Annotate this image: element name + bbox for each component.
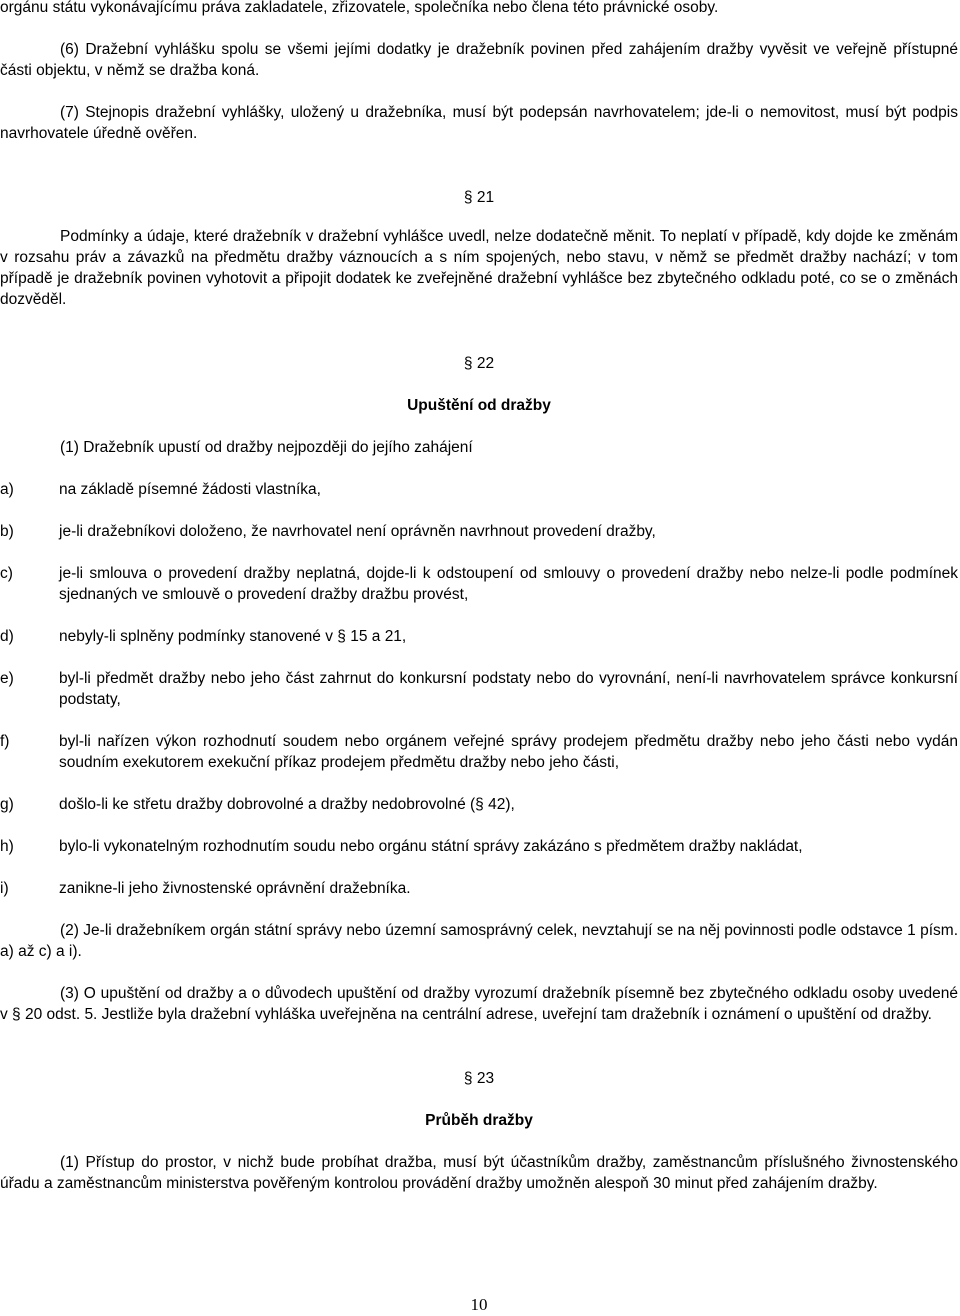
list-item-e	[0, 668, 958, 710]
list-item-f	[0, 731, 958, 773]
list-marker: b)	[0, 523, 14, 540]
list-marker: c)	[0, 565, 13, 582]
section-23-paragraph-1: (1) Přístup do prostor, v nichž bude probíhat dražba, musí být účastníkům dražby, zaměstnancům příslušného živnostenského úřadu a zaměstnancům ministerstva pověřeným kontrolou provádění dražby umožněn alespoň 30 minut před zahájením dražby.	[0, 1154, 958, 1192]
list-marker: e)	[0, 670, 14, 687]
list-item-text: zanikne-li jeho živnostenské oprávnění dražebníka.	[59, 880, 411, 897]
list-item-g	[0, 794, 958, 815]
section-22-number: § 22	[463, 355, 495, 372]
page-number: 10	[470, 1295, 488, 1314]
paragraph-7: (7) Stejnopis dražební vyhlášky, uložený u dražebníka, musí být podepsán navrhovatelem; jde-li o nemovitost, musí být podpis navrhovatele úředně ověřen.	[0, 104, 958, 142]
section-23-number: § 23	[463, 1070, 495, 1087]
list-marker: h)	[0, 838, 14, 855]
section-22-title: Upuštění od dražby	[407, 397, 551, 414]
section-21-number: § 21	[463, 189, 495, 206]
section-21-text: Podmínky a údaje, které dražebník v dražební vyhlášce uvedl, nelze dodatečně měnit. To neplatí v případě, kdy dojde ke změnám v rozsahu práv a závazků na předmětu dražby váznoucích a s ním spojených, nebo stavu, v němž se předmět dražby nachází; v tom případě je dražebník povinen vyhotovit a připojit dodatek ke zveřejněné dražební vyhlášce bez zbytečného odkladu poté, co se o změnách dozvěděl.	[0, 228, 958, 308]
list-item-text: je-li smlouva o provedení dražby neplatná, dojde-li k odstoupení od smlouvy o provedení dražby nebo nelze-li podle podmínek sjednaných ve smlouvě o provedení dražby dražbu provést,	[59, 565, 958, 603]
list-item-i	[0, 878, 958, 899]
paragraph-6: (6) Dražební vyhlášku spolu se všemi jejími dodatky je dražebník povinen před zahájením dražby vyvěsit ve veřejně přístupné části objektu, v němž se dražba koná.	[0, 41, 958, 79]
list-marker: g)	[0, 796, 14, 813]
list-item-text: je-li dražebníkovi doloženo, že navrhovatel není oprávněn navrhnout provedení dražby,	[59, 523, 656, 540]
continued-paragraph: orgánu státu vykonávajícímu práva zakladatele, zřizovatele, společníka nebo člena této právnické osoby.	[0, 0, 719, 16]
list-item-d	[0, 626, 958, 647]
list-item-text: bylo-li vykonatelným rozhodnutím soudu nebo orgánu státní správy zakázáno s předmětem dražby nakládat,	[59, 838, 803, 855]
list-item-h	[0, 836, 958, 857]
section-22-paragraph-3: (3) O upuštění od dražby a o důvodech upuštění od dražby vyrozumí dražebník písemně bez zbytečného odkladu osoby uvedené v § 20 odst. 5. Jestliže byla dražební vyhláška uveřejněna na centrální adrese, uveřejní tam dražebník i oznámení o upuštění od dražby.	[0, 985, 958, 1023]
list-item-text: na základě písemné žádosti vlastníka,	[59, 481, 321, 498]
list-marker: d)	[0, 628, 14, 645]
list-item-b	[0, 521, 958, 542]
section-22-paragraph-1: (1) Dražebník upustí od dražby nejpozději do jejího zahájení	[60, 439, 473, 456]
list-item-text: nebyly-li splněny podmínky stanovené v § 15 a 21,	[59, 628, 407, 645]
list-marker: i)	[0, 880, 9, 897]
list-item-a	[0, 479, 958, 500]
list-item-c	[0, 563, 958, 605]
list-marker: a)	[0, 481, 14, 498]
list-item-text: byl-li nařízen výkon rozhodnutí soudem nebo orgánem veřejné správy prodejem předmětu dražby nebo jeho části nebo vydán soudním exekutorem exekuční příkaz prodejem předmětu dražby nebo jeho části,	[59, 733, 958, 771]
list-marker: f)	[0, 733, 10, 750]
list-item-text: došlo-li ke střetu dražby dobrovolné a dražby nedobrovolné (§ 42),	[59, 796, 515, 813]
list-item-text: byl-li předmět dražby nebo jeho část zahrnut do konkursní podstaty nebo do vyrovnání, není-li navrhovatelem správce konkursní podstaty,	[59, 670, 958, 708]
section-22-paragraph-2: (2) Je-li dražebníkem orgán státní správy nebo územní samosprávný celek, nevztahují se na něj povinnosti podle odstavce 1 písm. a) až c) a i).	[0, 922, 958, 960]
section-23-title: Průběh dražby	[425, 1112, 533, 1129]
